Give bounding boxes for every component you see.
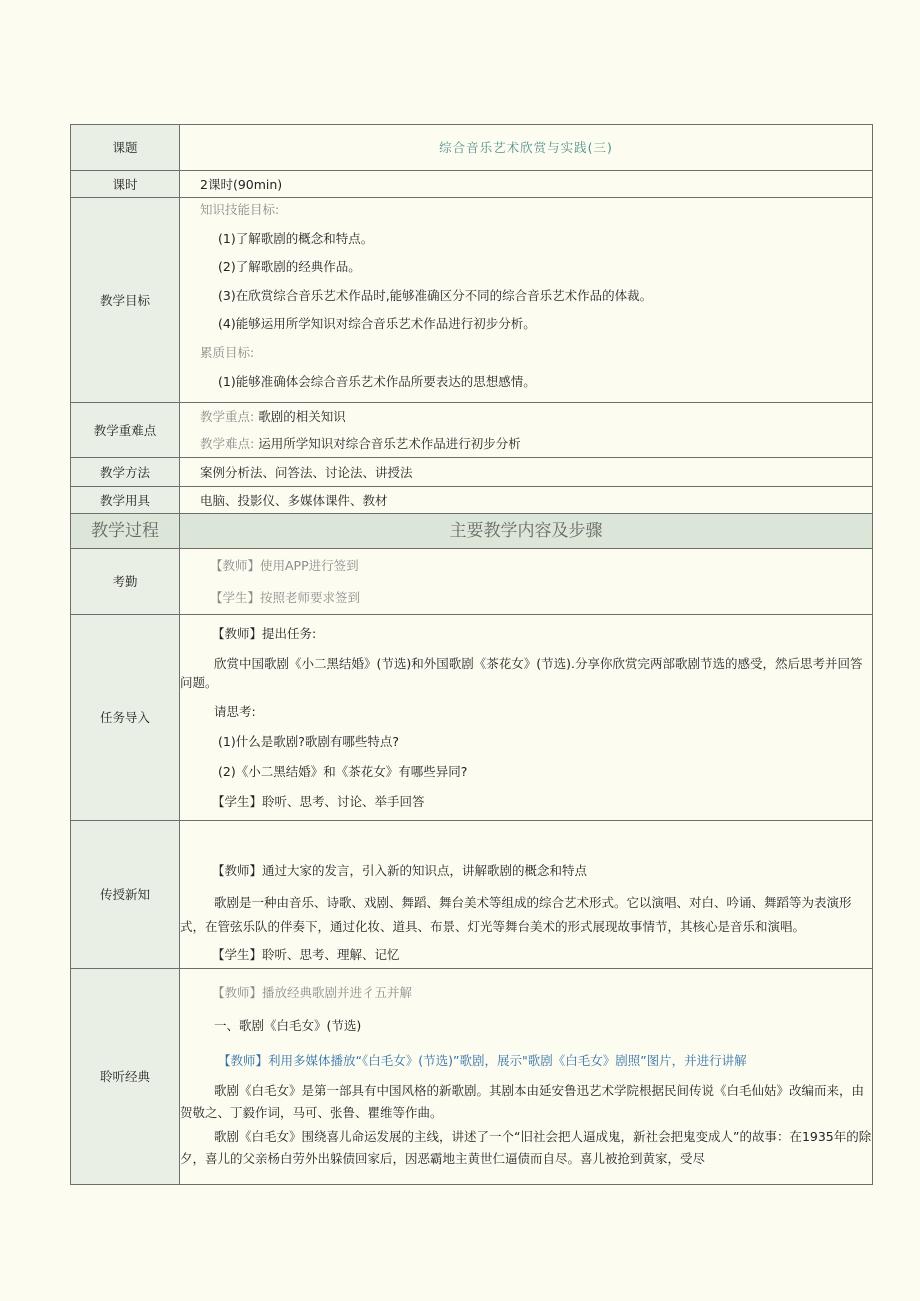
focus-line xyxy=(200,403,872,430)
hours-row xyxy=(71,171,873,198)
intro-teacher: 【教师】提出任务: xyxy=(212,626,317,641)
objectives-row xyxy=(71,198,873,403)
key-points-label: 教学重难点 xyxy=(71,403,180,458)
intro-content xyxy=(180,615,873,821)
key-points-row xyxy=(71,403,873,458)
hours-label: 课时 xyxy=(71,171,180,198)
knowledge-item: (2)了解歌剧的经典作品。 xyxy=(218,259,361,275)
methods-label: 教学方法 xyxy=(71,458,180,487)
tools-row xyxy=(71,487,873,514)
classics-paragraph-2: 歌剧《白毛女》围绕喜儿命运发展的主线，讲述了一个“旧社会把人逼成鬼，新社会把鬼变成人”的故事：在1935年的除夕，喜儿的父亲杨白劳外出躲债回家后，因恶霸地主黄世仁逼债而自尽。喜儿被抢到黄家，受尽 xyxy=(180,1129,872,1166)
key-points-content xyxy=(180,403,873,458)
classics-paragraph-1: 歌剧《白毛女》是第一部具有中国风格的新歌剧。其剧本由延安鲁迅艺术学院根据民间传说《白毛仙姑》改编而来，由贺敬之、丁毅作词，马可、张鲁、瞿维等作曲。 xyxy=(180,1083,865,1120)
intro-think: 请思考: xyxy=(214,704,256,719)
objectives-label: 教学目标 xyxy=(71,198,180,403)
difficulty-label: 教学难点: xyxy=(200,436,255,451)
intro-question-1: (1)什么是歌剧?歌剧有哪些特点? xyxy=(218,734,399,749)
attendance-label: 考勤 xyxy=(71,549,180,615)
attendance-student: 【学生】按照老师要求签到 xyxy=(210,589,361,605)
topic-label: 课题 xyxy=(71,125,180,171)
attendance-row xyxy=(71,549,873,615)
attendance-teacher: 【教师】使用APP进行签到 xyxy=(210,557,359,573)
knowledge-item: (4)能够运用所学知识对综合音乐艺术作品进行初步分析。 xyxy=(218,316,536,332)
new-knowledge-teacher: 【教师】通过大家的发言，引入新的知识点，讲解歌剧的概念和特点 xyxy=(212,863,588,878)
new-knowledge-text: 歌剧是一种由音乐、诗歌、戏剧、舞蹈、舞台美术等组成的综合艺术形式。它以演唱、对白、吟诵、舞蹈等为表演形式，在管弦乐队的伴奏下，通过化妆、道具、布景、灯光等舞台美术的形式展现故事情节，其核心是音乐和演唱。 xyxy=(180,895,852,934)
new-knowledge-content xyxy=(180,821,873,969)
quality-title: 累质目标: xyxy=(200,344,255,360)
classics-content xyxy=(180,969,873,1185)
difficulty-line xyxy=(200,430,872,457)
knowledge-item: (1)了解歌剧的概念和特点。 xyxy=(218,230,374,246)
intro-row xyxy=(71,615,873,821)
difficulty-value: 运用所学知识对综合音乐艺术作品进行初步分析 xyxy=(258,436,521,451)
tools-value: 电脑、投影仪、多媒体课件、教材 xyxy=(180,487,873,514)
page-title: 综合音乐艺术欣赏与实践(三) xyxy=(180,125,873,171)
intro-question-2: (2)《小二黑结婚》和《茶花女》有哪些异同? xyxy=(218,764,468,779)
classics-teacher: 【教师】播放经典歌剧并进彳五并解 xyxy=(212,985,413,1000)
lesson-plan-table xyxy=(70,124,873,1185)
attendance-content xyxy=(180,549,873,615)
classics-label: 聆听经典 xyxy=(71,969,180,1185)
intro-student: 【学生】聆听、思考、讨论、举手回答 xyxy=(212,794,425,809)
methods-value: 案例分析法、问答法、讨论法、讲授法 xyxy=(180,458,873,487)
methods-row xyxy=(71,458,873,487)
knowledge-item: (3)在欣赏综合音乐艺术作品时,能够准确区分不同的综合音乐艺术作品的体裁。 xyxy=(218,287,653,303)
quality-item: (1)能够准确体会综合音乐艺术作品所要表达的思想感情。 xyxy=(218,373,536,389)
intro-label: 任务导入 xyxy=(71,615,180,821)
process-header-left: 教学过程 xyxy=(71,514,180,549)
classics-row xyxy=(71,969,873,1185)
tools-label: 教学用具 xyxy=(71,487,180,514)
classics-media: 【教师】利用多媒体播放“《白毛女》(节选)”歌剧，展示"歌剧《白毛女》剧照”图片，并进行讲解 xyxy=(218,1053,747,1068)
process-header-right: 主要教学内容及步骤 xyxy=(180,514,873,549)
hours-value: 2课时(90min) xyxy=(180,171,873,198)
topic-row xyxy=(71,125,873,171)
knowledge-title: 知识技能目标: xyxy=(200,202,280,217)
focus-value: 歌剧的相关知识 xyxy=(258,409,346,424)
objectives-content xyxy=(180,198,873,403)
focus-label: 教学重点: xyxy=(200,409,255,424)
process-header-row xyxy=(71,514,873,549)
new-knowledge-student: 【学生】聆听、思考、理解、记忆 xyxy=(212,947,400,962)
new-knowledge-row xyxy=(71,821,873,969)
intro-task: 欣赏中国歌剧《小二黑结婚》(节选)和外国歌剧《茶花女》(节选).分享你欣赏完两部歌剧节选的感受，然后思考并回答问题。 xyxy=(180,656,863,690)
classics-section: 一、歌剧《白毛女》(节选) xyxy=(214,1018,362,1033)
new-knowledge-label: 传授新知 xyxy=(71,821,180,969)
